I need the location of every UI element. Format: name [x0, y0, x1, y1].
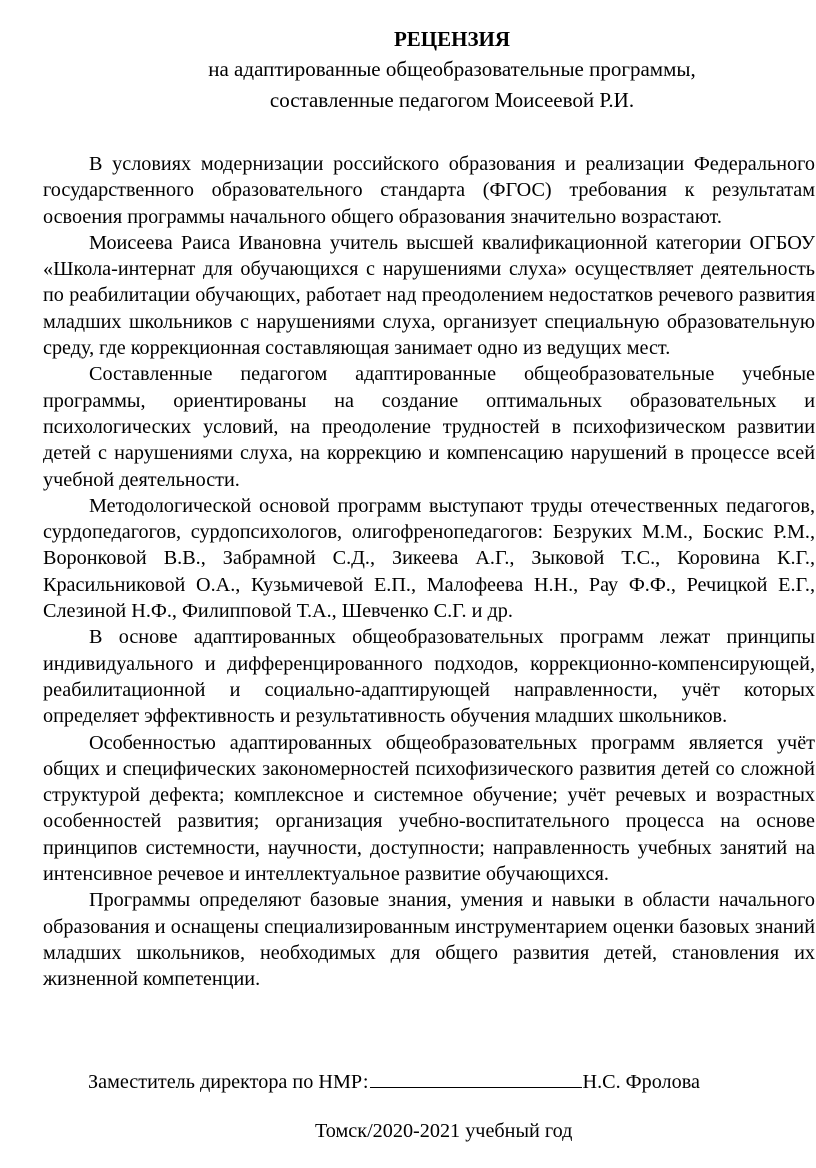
document-title: РЕЦЕНЗИЯ [393, 27, 511, 51]
signature-position: Заместитель директора по НМР: [88, 1071, 369, 1093]
paragraph-outcomes: Программы определяют базовые знания, умения и навыки в области начального образования и оснащены специализированным инструментарием оценки базовых знаний младших школьников, необходимых для общего развития детей, становления их жизненной компетенции. [43, 889, 815, 991]
document-subtitle-line1: на адаптированные общеобразовательные программы, [208, 57, 696, 81]
signature-name: Н.С. Фролова [582, 1071, 700, 1093]
place-and-year: Томск/2020-2021 учебный год [315, 1120, 573, 1142]
paragraph-modernization: В условиях модернизации российского образования и реализации Федерального государственного образовательного стандарта (ФГОС) требования к результатам освоения программы начального общего образования значительно возрастают. [43, 153, 815, 228]
signature-line [370, 1068, 582, 1088]
paragraph-program-goals: Составленные педагогом адаптированные общеобразовательные учебные программы, ориентированы на создание оптимальных образовательных и психологических условий, на преодоление трудностей в психофизическом развитии детей с нарушениями слуха, на коррекцию и компенсацию нарушений в процессе всей учебной деятельности. [43, 363, 815, 491]
document-subtitle-line2: составленные педагогом Моисеевой Р.И. [269, 88, 635, 112]
paragraph-teacher-profile: Моисеева Раиса Ивановна учитель высшей квалификационной категории ОГБОУ «Школа-интернат для обучающихся с нарушениями слуха» осуществляет деятельность по реабилитации обучающих, работает над преодолением недостатков речевого развития младших школьников с нарушениями слуха, организует специальную образовательную среду, где коррекционная составляющая занимает одно из ведущих мест. [43, 231, 815, 360]
paragraph-methodology: Методологической основой программ выступают труды отечественных педагогов, сурдопедагогов, сурдопсихологов, олигофренопедагогов: Безруких М.М., Боскис Р.М., Воронковой В.В., Забрамной С.Д., Зикеева А.Г., Зыковой Т.С., Коровина К.Г., Красильниковой О.А., Кузьмичевой Е.П., Малофеева Н.Н., Рау Ф.Ф., Речицкой Е.Г., Слезиной Н.Ф., Филипповой Т.А., Шевченко С.Г. и др. [43, 494, 815, 623]
paragraph-principles: В основе адаптированных общеобразовательных программ лежат принципы индивидуального и дифференцированного подходов, коррекционно-компенсирующей, реабилитационной и социально-адаптирующей направленности, учёт которых определяет эффективность и результативность обучения младших школьников. [43, 626, 815, 728]
review-body [43, 151, 815, 993]
paragraph-features: Особенностью адаптированных общеобразовательных программ является учёт общих и специфических закономерностей психофизического развития детей со сложной структурой дефекта; комплексное и системное обучение; учёт речевых и возрастных особенностей развития; организация учебно-воспитательного процесса на основе принципов системности, научности, доступности; направленность учебных занятий на интенсивное речевое и интеллектуальное развитие обучающихся. [43, 731, 815, 886]
signature-block [88, 1068, 700, 1095]
